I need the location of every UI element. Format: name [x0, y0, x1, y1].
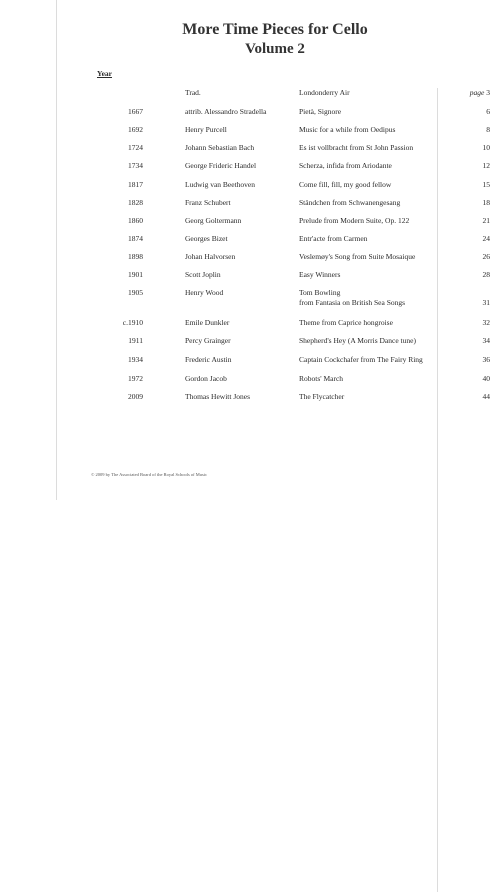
row-year: 1898 — [128, 252, 143, 261]
row-piece: Tom Bowling — [299, 288, 341, 297]
row-year: 1972 — [128, 374, 143, 383]
row-composer: Henry Wood — [185, 288, 224, 297]
row-piece: Veslemøy's Song from Suite Mosaique — [299, 252, 416, 261]
volume-title: Volume 2 — [245, 41, 305, 57]
row-year: 1911 — [128, 336, 143, 345]
row-page-number: 36 — [437, 355, 490, 855]
page-label: page — [469, 88, 485, 97]
row-composer: Henry Purcell — [185, 125, 227, 134]
row-year: 1817 — [128, 180, 143, 189]
row-composer: Ludwig van Beethoven — [185, 180, 255, 189]
row-page-number: 32 — [437, 318, 490, 818]
row-piece: Shepherd's Hey (A Morris Dance tune) — [299, 336, 416, 345]
row-composer: Georges Bizet — [185, 234, 228, 243]
row-piece: Music for a while from Oedipus — [299, 125, 396, 134]
row-piece: Prelude from Modern Suite, Op. 122 — [299, 216, 410, 225]
row-page-number: 3 — [486, 88, 490, 97]
row-year: 1860 — [128, 216, 143, 225]
row-page-number: 44 — [437, 392, 490, 892]
row-composer: Gordon Jacob — [185, 374, 227, 383]
row-year: 1692 — [128, 125, 143, 134]
row-composer: Franz Schubert — [185, 198, 231, 207]
row-composer: Percy Grainger — [185, 336, 231, 345]
row-page-number: 26 — [437, 252, 490, 752]
row-piece: Theme from Caprice hongroise — [299, 318, 393, 327]
row-page-number: 40 — [437, 374, 490, 874]
book-title: More Time Pieces for Cello — [182, 21, 368, 38]
row-page-number: 21 — [437, 216, 490, 716]
row-composer: attrib. Alessandro Stradella — [185, 107, 267, 116]
row-page-number: 31 — [437, 298, 490, 798]
row-page-number: 6 — [437, 107, 490, 607]
contents-page — [56, 0, 493, 500]
row-page-number: 8 — [437, 125, 490, 625]
row-piece-subtitle: from Fantasia on British Sea Songs — [299, 298, 406, 307]
row-year: c.1910 — [122, 318, 143, 327]
row-piece: Es ist vollbracht from St John Passion — [299, 143, 414, 152]
row-composer: George Frideric Handel — [185, 161, 257, 170]
row-piece: Ständchen from Schwanengesang — [299, 198, 401, 207]
row-year: 1828 — [128, 198, 143, 207]
row-composer: Frederic Austin — [185, 355, 232, 364]
row-year: 1724 — [128, 143, 143, 152]
row-year: 1934 — [128, 355, 143, 364]
row-page-number: 15 — [437, 180, 490, 680]
row-composer: Scott Joplin — [185, 270, 221, 279]
row-page-number: 24 — [437, 234, 490, 734]
row-piece: Pietà, Signore — [299, 107, 342, 116]
row-composer: Trad. — [185, 88, 201, 97]
row-composer: Johann Sebastian Bach — [185, 143, 255, 152]
row-page-number: 12 — [437, 161, 490, 661]
row-piece: Robots' March — [299, 374, 344, 383]
copyright-notice: © 2009 by The Associated Board of the Royal Schools of Music — [91, 472, 207, 477]
year-column-header: Year — [97, 69, 112, 78]
row-composer: Thomas Hewitt Jones — [185, 392, 250, 401]
row-composer: Georg Goltermann — [185, 216, 242, 225]
row-piece: Entr'acte from Carmen — [299, 234, 368, 243]
row-composer: Emile Dunkler — [185, 318, 230, 327]
row-year: 1874 — [128, 234, 143, 243]
row-piece: Captain Cockchafer from The Fairy Ring — [299, 355, 423, 364]
row-year: 1667 — [128, 107, 143, 116]
row-year: 1734 — [128, 161, 143, 170]
row-page-number: 34 — [437, 336, 490, 836]
row-page-number: 18 — [437, 198, 490, 698]
row-composer: Johan Halvorsen — [185, 252, 236, 261]
row-piece: Come fill, fill, my good fellow — [299, 180, 392, 189]
row-piece: Scherza, infida from Ariodante — [299, 161, 392, 170]
row-piece: The Flycatcher — [299, 392, 345, 401]
row-piece: Easy Winners — [299, 270, 341, 279]
row-piece: Londonderry Air — [299, 88, 350, 97]
row-year: 1901 — [128, 270, 143, 279]
row-page-number: 28 — [437, 270, 490, 770]
row-page-number: 10 — [437, 143, 490, 643]
row-year: 2009 — [128, 392, 143, 401]
row-year: 1905 — [128, 288, 143, 297]
